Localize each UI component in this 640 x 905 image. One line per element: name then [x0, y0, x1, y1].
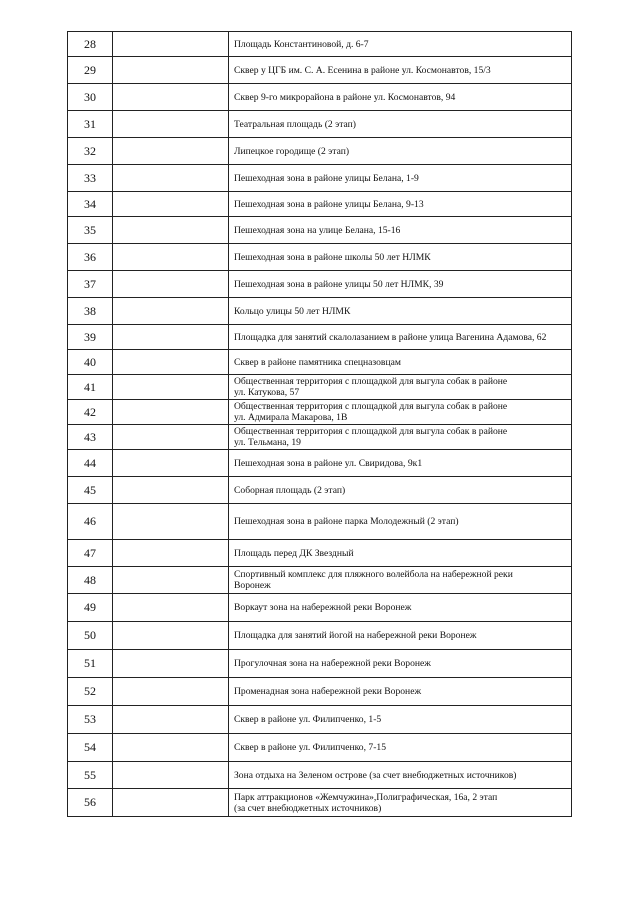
row-number: 36 [68, 244, 113, 271]
row-number: 32 [68, 138, 113, 165]
object-name-cell [229, 789, 572, 817]
object-name-cell [229, 477, 572, 504]
object-name: Площадь Константиновой, д. 6-7 [234, 38, 369, 50]
object-name: Воркаут зона на набережной реки Воронеж [234, 602, 412, 613]
table-row [68, 650, 572, 678]
object-name-cell [229, 706, 572, 734]
row-number: 47 [68, 540, 113, 567]
row-number: 35 [68, 217, 113, 244]
row-number: 39 [68, 325, 113, 350]
objects-table [67, 31, 572, 817]
table-row [68, 678, 572, 706]
object-name: Спортивный комплекс для пляжного волейбола на набережной реки [234, 569, 513, 580]
blank-cell [113, 298, 229, 325]
row-number: 53 [68, 706, 113, 734]
object-name-cell [229, 217, 572, 244]
blank-cell [113, 138, 229, 165]
blank-cell [113, 400, 229, 425]
row-number: 40 [68, 350, 113, 375]
object-name: Прогулочная зона на набережной реки Воронеж [234, 658, 431, 669]
object-name: Сквер в районе памятника спецназовцам [234, 356, 401, 368]
blank-cell [113, 192, 229, 217]
table-row [68, 706, 572, 734]
table-row [68, 165, 572, 192]
object-name: Общественная территория с площадкой для выгула собак в районе [234, 401, 508, 412]
blank-cell [113, 57, 229, 84]
object-name: Липецкое городище (2 этап) [234, 145, 350, 157]
table-row [68, 325, 572, 350]
row-number: 52 [68, 678, 113, 706]
blank-cell [113, 504, 229, 540]
row-number: 55 [68, 762, 113, 789]
object-name: Пешеходная зона в районе парка Молодежный (2 этап) [234, 516, 459, 527]
table-row [68, 32, 572, 57]
object-name: Сквер в районе ул. Филипченко, 7-15 [234, 742, 386, 753]
row-number: 56 [68, 789, 113, 817]
object-name-cell [229, 325, 572, 350]
row-number: 44 [68, 450, 113, 477]
object-name: Парк аттракционов «Жемчужина»,Полиграфическая, 16а, 2 этап [234, 791, 498, 803]
object-name-cell [229, 32, 572, 57]
object-name-cell [229, 734, 572, 762]
blank-cell [113, 32, 229, 57]
object-name: Пешеходная зона в районе ул. Свиридова, 9к1 [234, 457, 423, 469]
row-number: 31 [68, 111, 113, 138]
object-name-cell [229, 111, 572, 138]
object-name: Кольцо улицы 50 лет НЛМК [234, 305, 351, 317]
object-name: Сквер в районе ул. Филипченко, 1-5 [234, 714, 382, 725]
object-name: Променадная зона набережной реки Воронеж [234, 686, 422, 697]
blank-cell [113, 540, 229, 567]
row-number: 49 [68, 594, 113, 622]
blank-cell [113, 789, 229, 817]
object-name-cell [229, 375, 572, 400]
blank-cell [113, 244, 229, 271]
table-row [68, 217, 572, 244]
object-name-cell [229, 350, 572, 375]
blank-cell [113, 425, 229, 450]
object-name-continued: ул. Тельмана, 19 [234, 437, 301, 448]
table-row [68, 57, 572, 84]
blank-cell [113, 375, 229, 400]
table-row [68, 734, 572, 762]
object-name-continued: (за счет внебюджетных источников) [234, 802, 382, 814]
row-number: 48 [68, 567, 113, 594]
object-name-cell [229, 762, 572, 789]
row-number: 41 [68, 375, 113, 400]
row-number: 42 [68, 400, 113, 425]
object-name-cell [229, 450, 572, 477]
row-number: 37 [68, 271, 113, 298]
object-name-cell [229, 165, 572, 192]
table-row [68, 192, 572, 217]
object-name: Пешеходная зона на улице Белана, 15-16 [234, 224, 401, 236]
row-number: 34 [68, 192, 113, 217]
row-number: 28 [68, 32, 113, 57]
row-number: 50 [68, 622, 113, 650]
blank-cell [113, 477, 229, 504]
object-name: Площадка для занятий скалолазанием в районе улица Вагенина Адамова, 62 [234, 331, 547, 343]
blank-cell [113, 350, 229, 375]
table-row [68, 244, 572, 271]
object-name-cell [229, 594, 572, 622]
object-name: Театральная площадь (2 этап) [234, 118, 356, 130]
blank-cell [113, 650, 229, 678]
object-name-cell [229, 84, 572, 111]
blank-cell [113, 84, 229, 111]
row-number: 51 [68, 650, 113, 678]
object-name-cell [229, 138, 572, 165]
blank-cell [113, 567, 229, 594]
table-row [68, 789, 572, 817]
table-row [68, 111, 572, 138]
object-name-cell [229, 192, 572, 217]
blank-cell [113, 450, 229, 477]
object-name: Площадка для занятий йогой на набережной реки Воронеж [234, 630, 477, 641]
row-number: 38 [68, 298, 113, 325]
row-number: 45 [68, 477, 113, 504]
object-name-cell [229, 298, 572, 325]
table-row [68, 594, 572, 622]
table-row [68, 84, 572, 111]
blank-cell [113, 734, 229, 762]
object-name-continued: Воронеж [234, 580, 271, 591]
blank-cell [113, 762, 229, 789]
table-row [68, 375, 572, 400]
blank-cell [113, 271, 229, 298]
row-number: 46 [68, 504, 113, 540]
table-row [68, 450, 572, 477]
object-name-continued: ул. Адмирала Макарова, 1В [234, 412, 348, 423]
table-row [68, 504, 572, 540]
blank-cell [113, 678, 229, 706]
row-number: 54 [68, 734, 113, 762]
object-name-cell [229, 540, 572, 567]
blank-cell [113, 325, 229, 350]
object-name-cell [229, 400, 572, 425]
table-row [68, 762, 572, 789]
object-name-cell [229, 271, 572, 298]
object-name: Пешеходная зона в районе улицы 50 лет НЛМК, 39 [234, 278, 444, 290]
blank-cell [113, 622, 229, 650]
object-name: Пешеходная зона в районе улицы Белана, 1-9 [234, 172, 419, 184]
blank-cell [113, 111, 229, 138]
table-row [68, 350, 572, 375]
object-name: Пешеходная зона в районе школы 50 лет НЛМК [234, 251, 431, 263]
object-name-cell [229, 678, 572, 706]
object-name-cell [229, 622, 572, 650]
blank-cell [113, 217, 229, 244]
row-number: 29 [68, 57, 113, 84]
object-name: Сквер 9-го микрорайона в районе ул. Космонавтов, 94 [234, 91, 456, 103]
row-number: 30 [68, 84, 113, 111]
object-name-cell [229, 567, 572, 594]
object-name: Зона отдыха на Зеленом острове (за счет внебюджетных источников) [234, 769, 517, 781]
table-row [68, 298, 572, 325]
object-name: Общественная территория с площадкой для выгула собак в районе [234, 426, 508, 437]
table-row [68, 400, 572, 425]
object-name-cell [229, 57, 572, 84]
object-name-cell [229, 504, 572, 540]
object-name-cell [229, 425, 572, 450]
object-name-continued: ул. Катукова, 57 [234, 387, 300, 398]
table-row [68, 138, 572, 165]
object-name: Площадь перед ДК Звездный [234, 547, 354, 559]
object-name: Общественная территория с площадкой для выгула собак в районе [234, 376, 508, 387]
object-name: Соборная площадь (2 этап) [234, 484, 346, 496]
table-row [68, 540, 572, 567]
table-row [68, 567, 572, 594]
object-name: Сквер у ЦГБ им. С. А. Есенина в районе ул. Космонавтов, 15/3 [234, 64, 491, 76]
row-number: 33 [68, 165, 113, 192]
blank-cell [113, 706, 229, 734]
object-name-cell [229, 650, 572, 678]
table-row [68, 271, 572, 298]
table-row [68, 425, 572, 450]
object-name: Пешеходная зона в районе улицы Белана, 9-13 [234, 198, 424, 210]
blank-cell [113, 594, 229, 622]
blank-cell [113, 165, 229, 192]
object-name-cell [229, 244, 572, 271]
table-row [68, 477, 572, 504]
row-number: 43 [68, 425, 113, 450]
table-row [68, 622, 572, 650]
